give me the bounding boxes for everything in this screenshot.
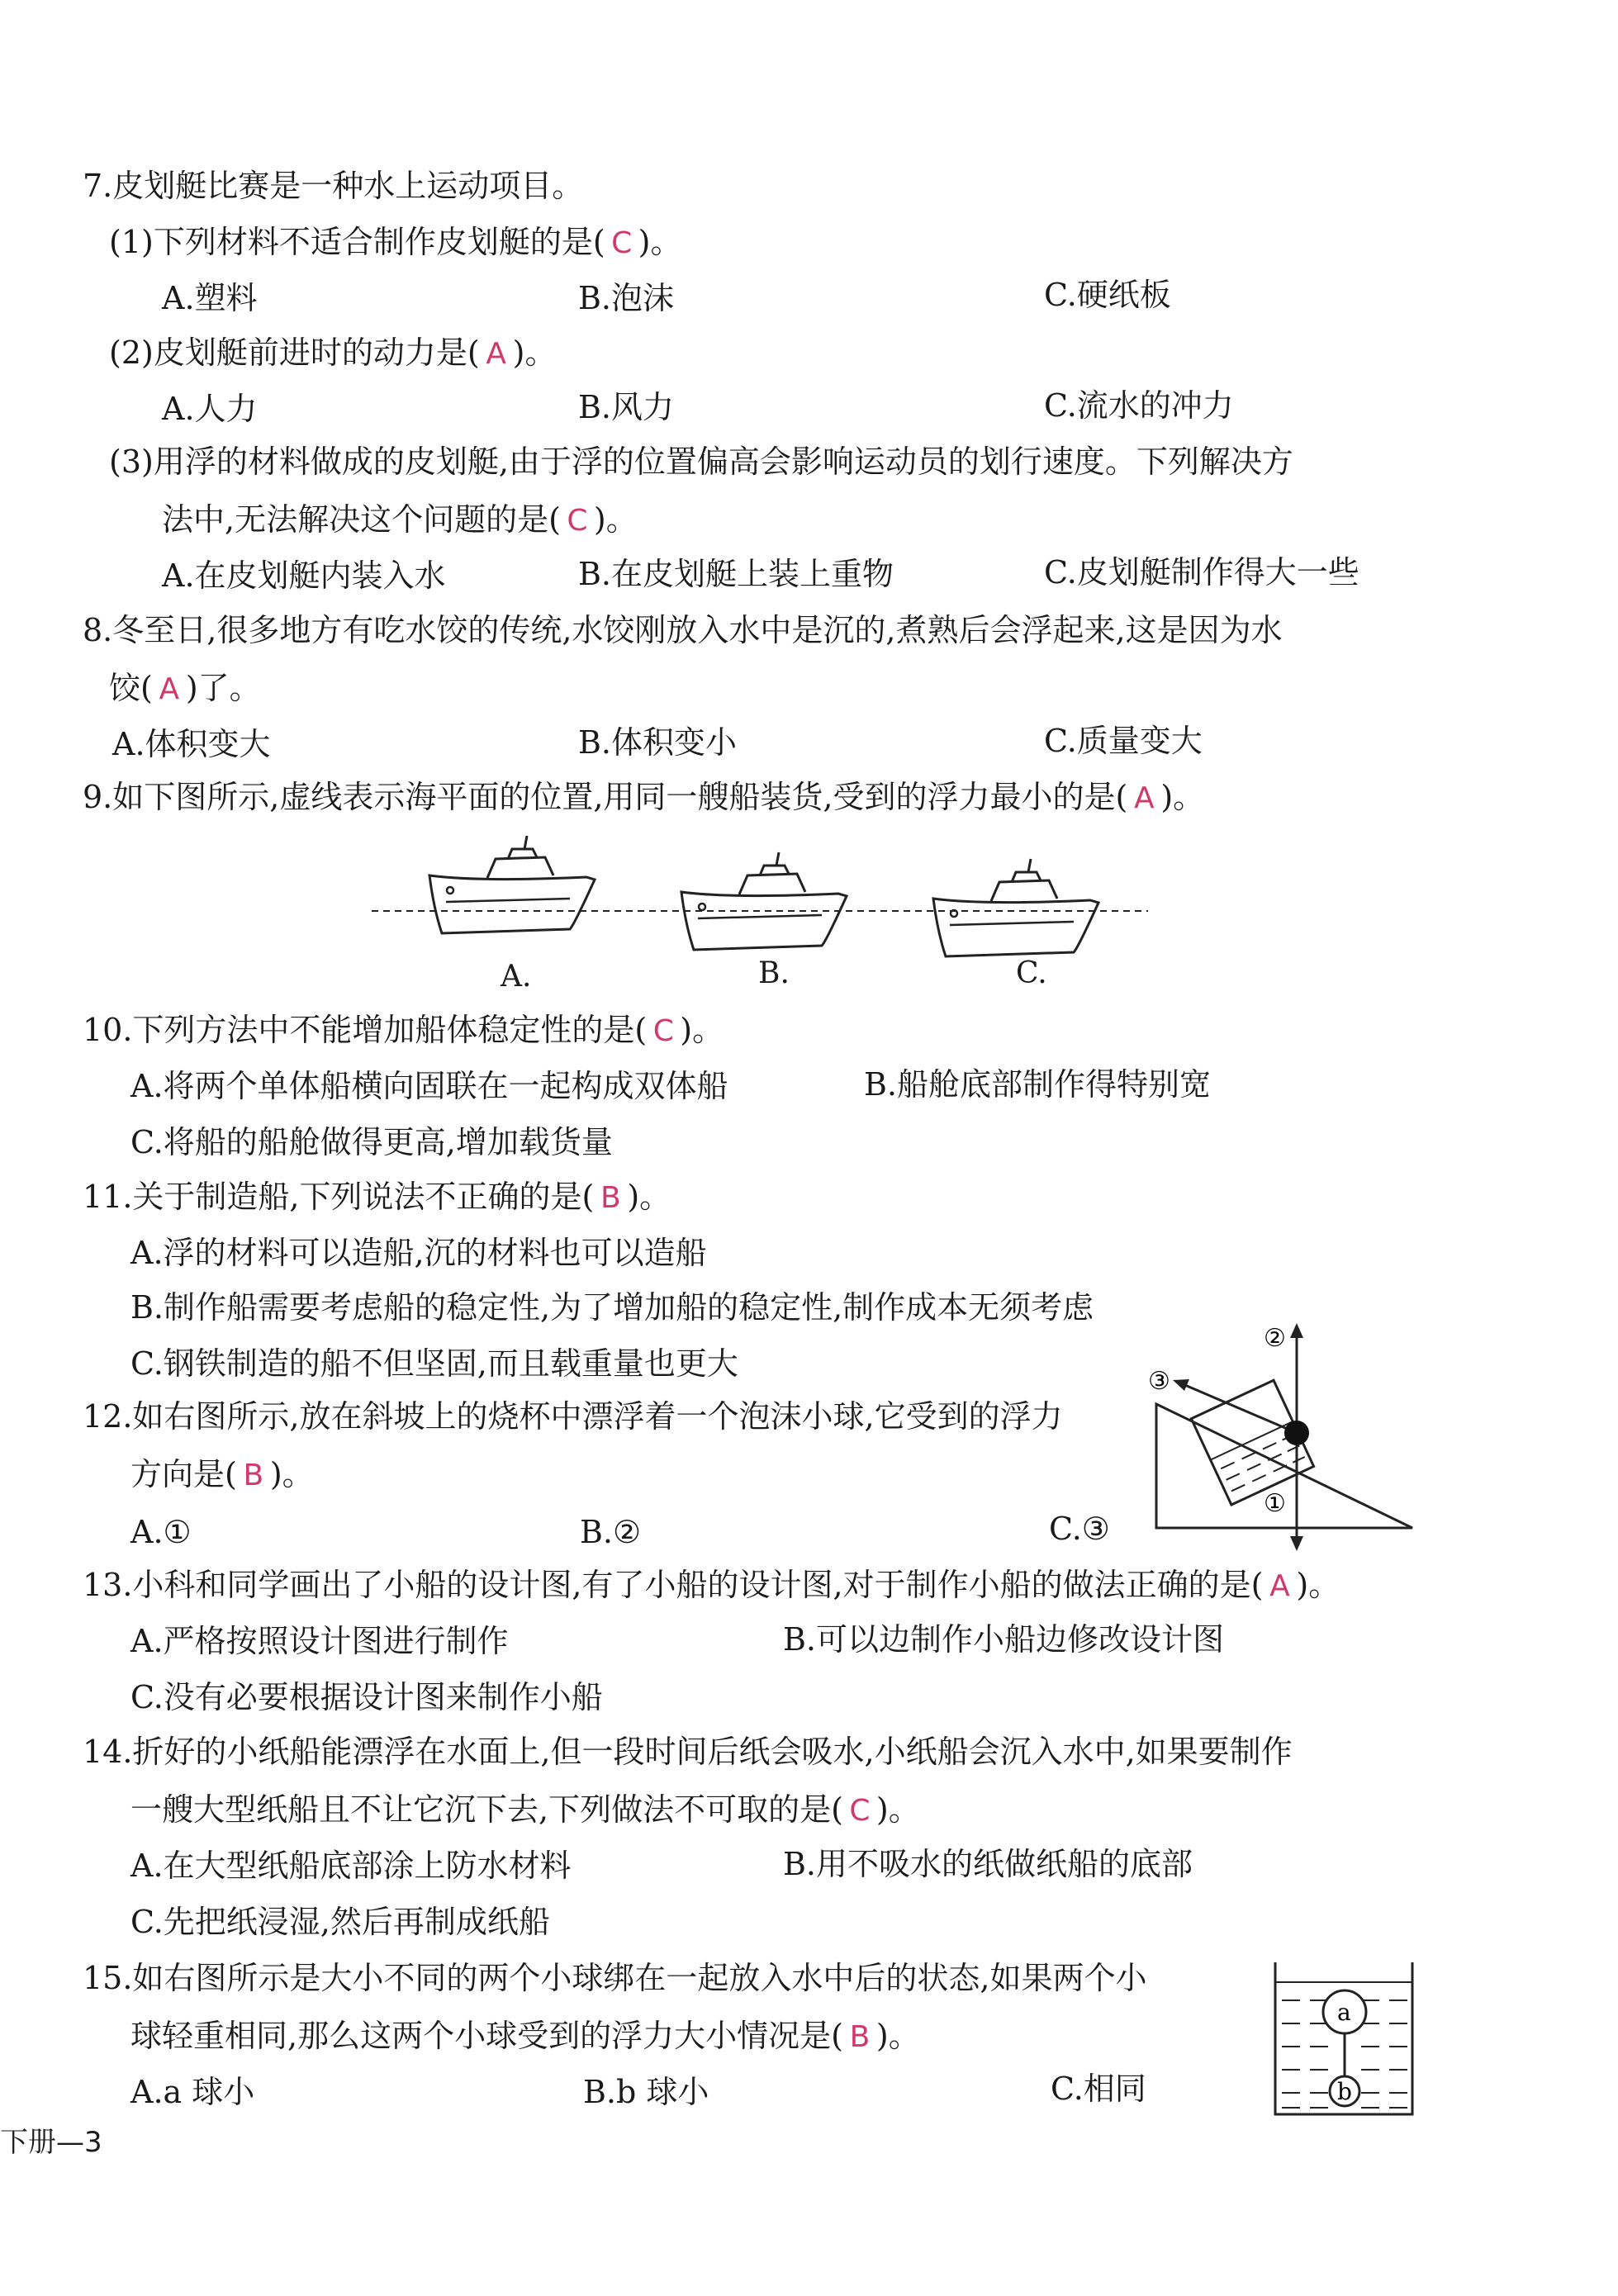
- arrow-down-icon: [1290, 1536, 1303, 1551]
- q8-option-a: A.体积变大: [112, 726, 271, 762]
- q15-text: 球轻重相同,那么这两个小球受到的浮力大小情况是(: [130, 2018, 843, 2054]
- q7-sub3-option-a: A.在皮划艇内装入水: [162, 557, 446, 594]
- q15-line2: [130, 2015, 920, 2058]
- q8-option-b: B.体积变小: [578, 724, 738, 761]
- q7-sub3-close: )。: [593, 501, 638, 538]
- q12-line2: [130, 1454, 314, 1497]
- q8-close: )了。: [185, 670, 261, 706]
- q15-option-b: B.b 球小: [583, 2074, 709, 2110]
- q7-sub2-option-b: B.风力: [578, 389, 675, 425]
- q7-sub1-text: (1)下列材料不适合制作皮划艇的是(: [109, 224, 605, 260]
- q7-sub1-close: )。: [638, 224, 682, 260]
- q7-sub1-option-b: B.泡沫: [578, 280, 675, 316]
- q7-sub2-close: )。: [512, 334, 557, 371]
- q7-sub2-answer: A: [486, 337, 506, 371]
- q10-stem: [83, 1009, 724, 1052]
- q13-close: )。: [1296, 1567, 1340, 1603]
- q14-option-a: A.在大型纸船底部涂上防水材料: [130, 1848, 572, 1884]
- q15-close: )。: [875, 2018, 920, 2054]
- q12-slope-beaker-figure: [1148, 1321, 1429, 1553]
- q8-text: 饺(: [109, 670, 153, 706]
- q7-sub3-option-b: B.在皮划艇上装上重物: [578, 556, 894, 592]
- q9-answer: A: [1134, 781, 1155, 815]
- boat-c-icon: [933, 859, 1098, 956]
- ball-b-label: b: [1337, 2078, 1352, 2105]
- foam-ball-icon: [1284, 1421, 1309, 1445]
- q14-line2: [130, 1789, 920, 1832]
- q12-line1: 12.如右图所示,放在斜坡上的烧杯中漂浮着一个泡沫小球,它受到的浮力: [83, 1398, 1063, 1435]
- q7-sub1-option-a: A.塑料: [162, 280, 258, 316]
- q15-line1: 15.如右图所示是大小不同的两个小球绑在一起放入水中后的状态,如果两个小: [83, 1960, 1147, 1996]
- q7-sub1-option-c: C.硬纸板: [1044, 277, 1171, 313]
- q14-close: )。: [875, 1791, 920, 1828]
- q9-text: 9.如下图所示,虚线表示海平面的位置,用同一艘船装货,受到的浮力最小的是(: [83, 779, 1128, 815]
- q7-sub2-text: (2)皮划艇前进时的动力是(: [109, 334, 480, 371]
- q8-line1: 8.冬至日,很多地方有吃水饺的传统,水饺刚放入水中是沉的,煮熟后会浮起来,这是因为水: [83, 612, 1283, 648]
- q8-line2: [109, 667, 261, 710]
- q10-option-c: C.将船的船舱做得更高,增加载货量: [130, 1124, 613, 1160]
- page-footer: 下册—3: [0, 2126, 102, 2159]
- q11-option-c: C.钢铁制造的船不但坚固,而且载重量也更大: [130, 1345, 738, 1382]
- label-2: ②: [1264, 1324, 1286, 1353]
- q14-text: 一艘大型纸船且不让它沉下去,下列做法不可取的是(: [130, 1791, 843, 1828]
- q11-text: 11.关于制造船,下列说法不正确的是(: [83, 1179, 595, 1215]
- boat-a-label: A.: [501, 960, 532, 994]
- q7-sub3-text: 法中,无法解决这个问题的是(: [162, 501, 561, 538]
- q7-sub3-line1: (3)用浮的材料做成的皮划艇,由于浮的位置偏高会影响运动员的划行速度。下列解决方: [109, 444, 1293, 480]
- q7-sub2: [109, 332, 556, 375]
- label-1: ①: [1264, 1489, 1286, 1518]
- q8-answer: A: [159, 672, 180, 706]
- q13-text: 13.小科和同学画出了小船的设计图,有了小船的设计图,对于制作小船的做法正确的是(: [83, 1567, 1264, 1603]
- ball-a-label: a: [1337, 1999, 1351, 2026]
- arrow-up-icon: [1290, 1323, 1303, 1338]
- q10-text: 10.下列方法中不能增加船体稳定性的是(: [83, 1012, 648, 1048]
- q12-option-a: A.①: [130, 1514, 192, 1550]
- q13-option-a: A.严格按照设计图进行制作: [130, 1623, 509, 1659]
- q14-line1: 14.折好的小纸船能漂浮在水面上,但一段时间后纸会吸水,小纸船会沉入水中,如果要制作: [83, 1734, 1293, 1770]
- label-3: ③: [1148, 1367, 1170, 1396]
- q15-beaker-balls-figure: [1270, 1957, 1419, 2123]
- q11-close: )。: [627, 1179, 671, 1215]
- q14-answer: C: [849, 1794, 871, 1828]
- q7-sub2-option-c: C.流水的冲力: [1044, 387, 1234, 424]
- q11-stem: [83, 1176, 671, 1219]
- q10-close: )。: [680, 1012, 724, 1048]
- q12-answer: B: [243, 1459, 264, 1492]
- boat-b-icon: [681, 852, 847, 950]
- q11-option-b: B.制作船需要考虑船的稳定性,为了增加船的稳定性,制作成本无须考虑: [130, 1289, 1094, 1326]
- boat-a-icon: [429, 836, 595, 933]
- q12-option-c: C.③: [1049, 1511, 1110, 1547]
- arrow-left-icon: [1173, 1379, 1189, 1391]
- q14-option-c: C.先把纸浸湿,然后再制成纸船: [130, 1904, 550, 1940]
- q11-option-a: A.浮的材料可以造船,沉的材料也可以造船: [130, 1235, 707, 1271]
- q10-option-a: A.将两个单体船横向固联在一起构成双体船: [130, 1068, 728, 1104]
- q12-text: 方向是(: [130, 1456, 237, 1492]
- q7-sub2-option-a: A.人力: [162, 391, 258, 427]
- q9-close: )。: [1160, 779, 1205, 815]
- q7-sub3-option-c: C.皮划艇制作得大一些: [1044, 554, 1359, 591]
- q13-option-b: B.可以边制作小船边修改设计图: [783, 1621, 1225, 1658]
- q15-option-c: C.相同: [1051, 2071, 1146, 2107]
- q13-stem: [83, 1564, 1340, 1607]
- q15-option-a: A.a 球小: [130, 2074, 255, 2110]
- q8-option-c: C.质量变大: [1044, 723, 1203, 759]
- boat-c-label: C.: [1016, 956, 1047, 990]
- q7-sub1-answer: C: [611, 226, 633, 260]
- q7-stem: 7.皮划艇比赛是一种水上运动项目。: [83, 168, 584, 204]
- q10-option-b: B.船舱底部制作得特别宽: [864, 1066, 1212, 1103]
- boat-b-label: B.: [758, 956, 790, 990]
- q12-close: )。: [269, 1456, 314, 1492]
- q9-boats-figure: [363, 834, 1156, 958]
- q11-answer: B: [600, 1181, 621, 1215]
- q10-answer: C: [652, 1014, 674, 1048]
- q13-answer: A: [1269, 1569, 1290, 1603]
- q7-sub3-answer: C: [567, 504, 588, 538]
- q7-sub3-line2: [162, 499, 638, 542]
- q7-sub1: [109, 221, 681, 264]
- q9-stem: [83, 776, 1204, 819]
- q13-option-c: C.没有必要根据设计图来制作小船: [130, 1679, 603, 1715]
- q15-answer: B: [849, 2020, 871, 2054]
- q14-option-b: B.用不吸水的纸做纸船的底部: [783, 1846, 1193, 1882]
- q12-option-b: B.②: [580, 1514, 642, 1550]
